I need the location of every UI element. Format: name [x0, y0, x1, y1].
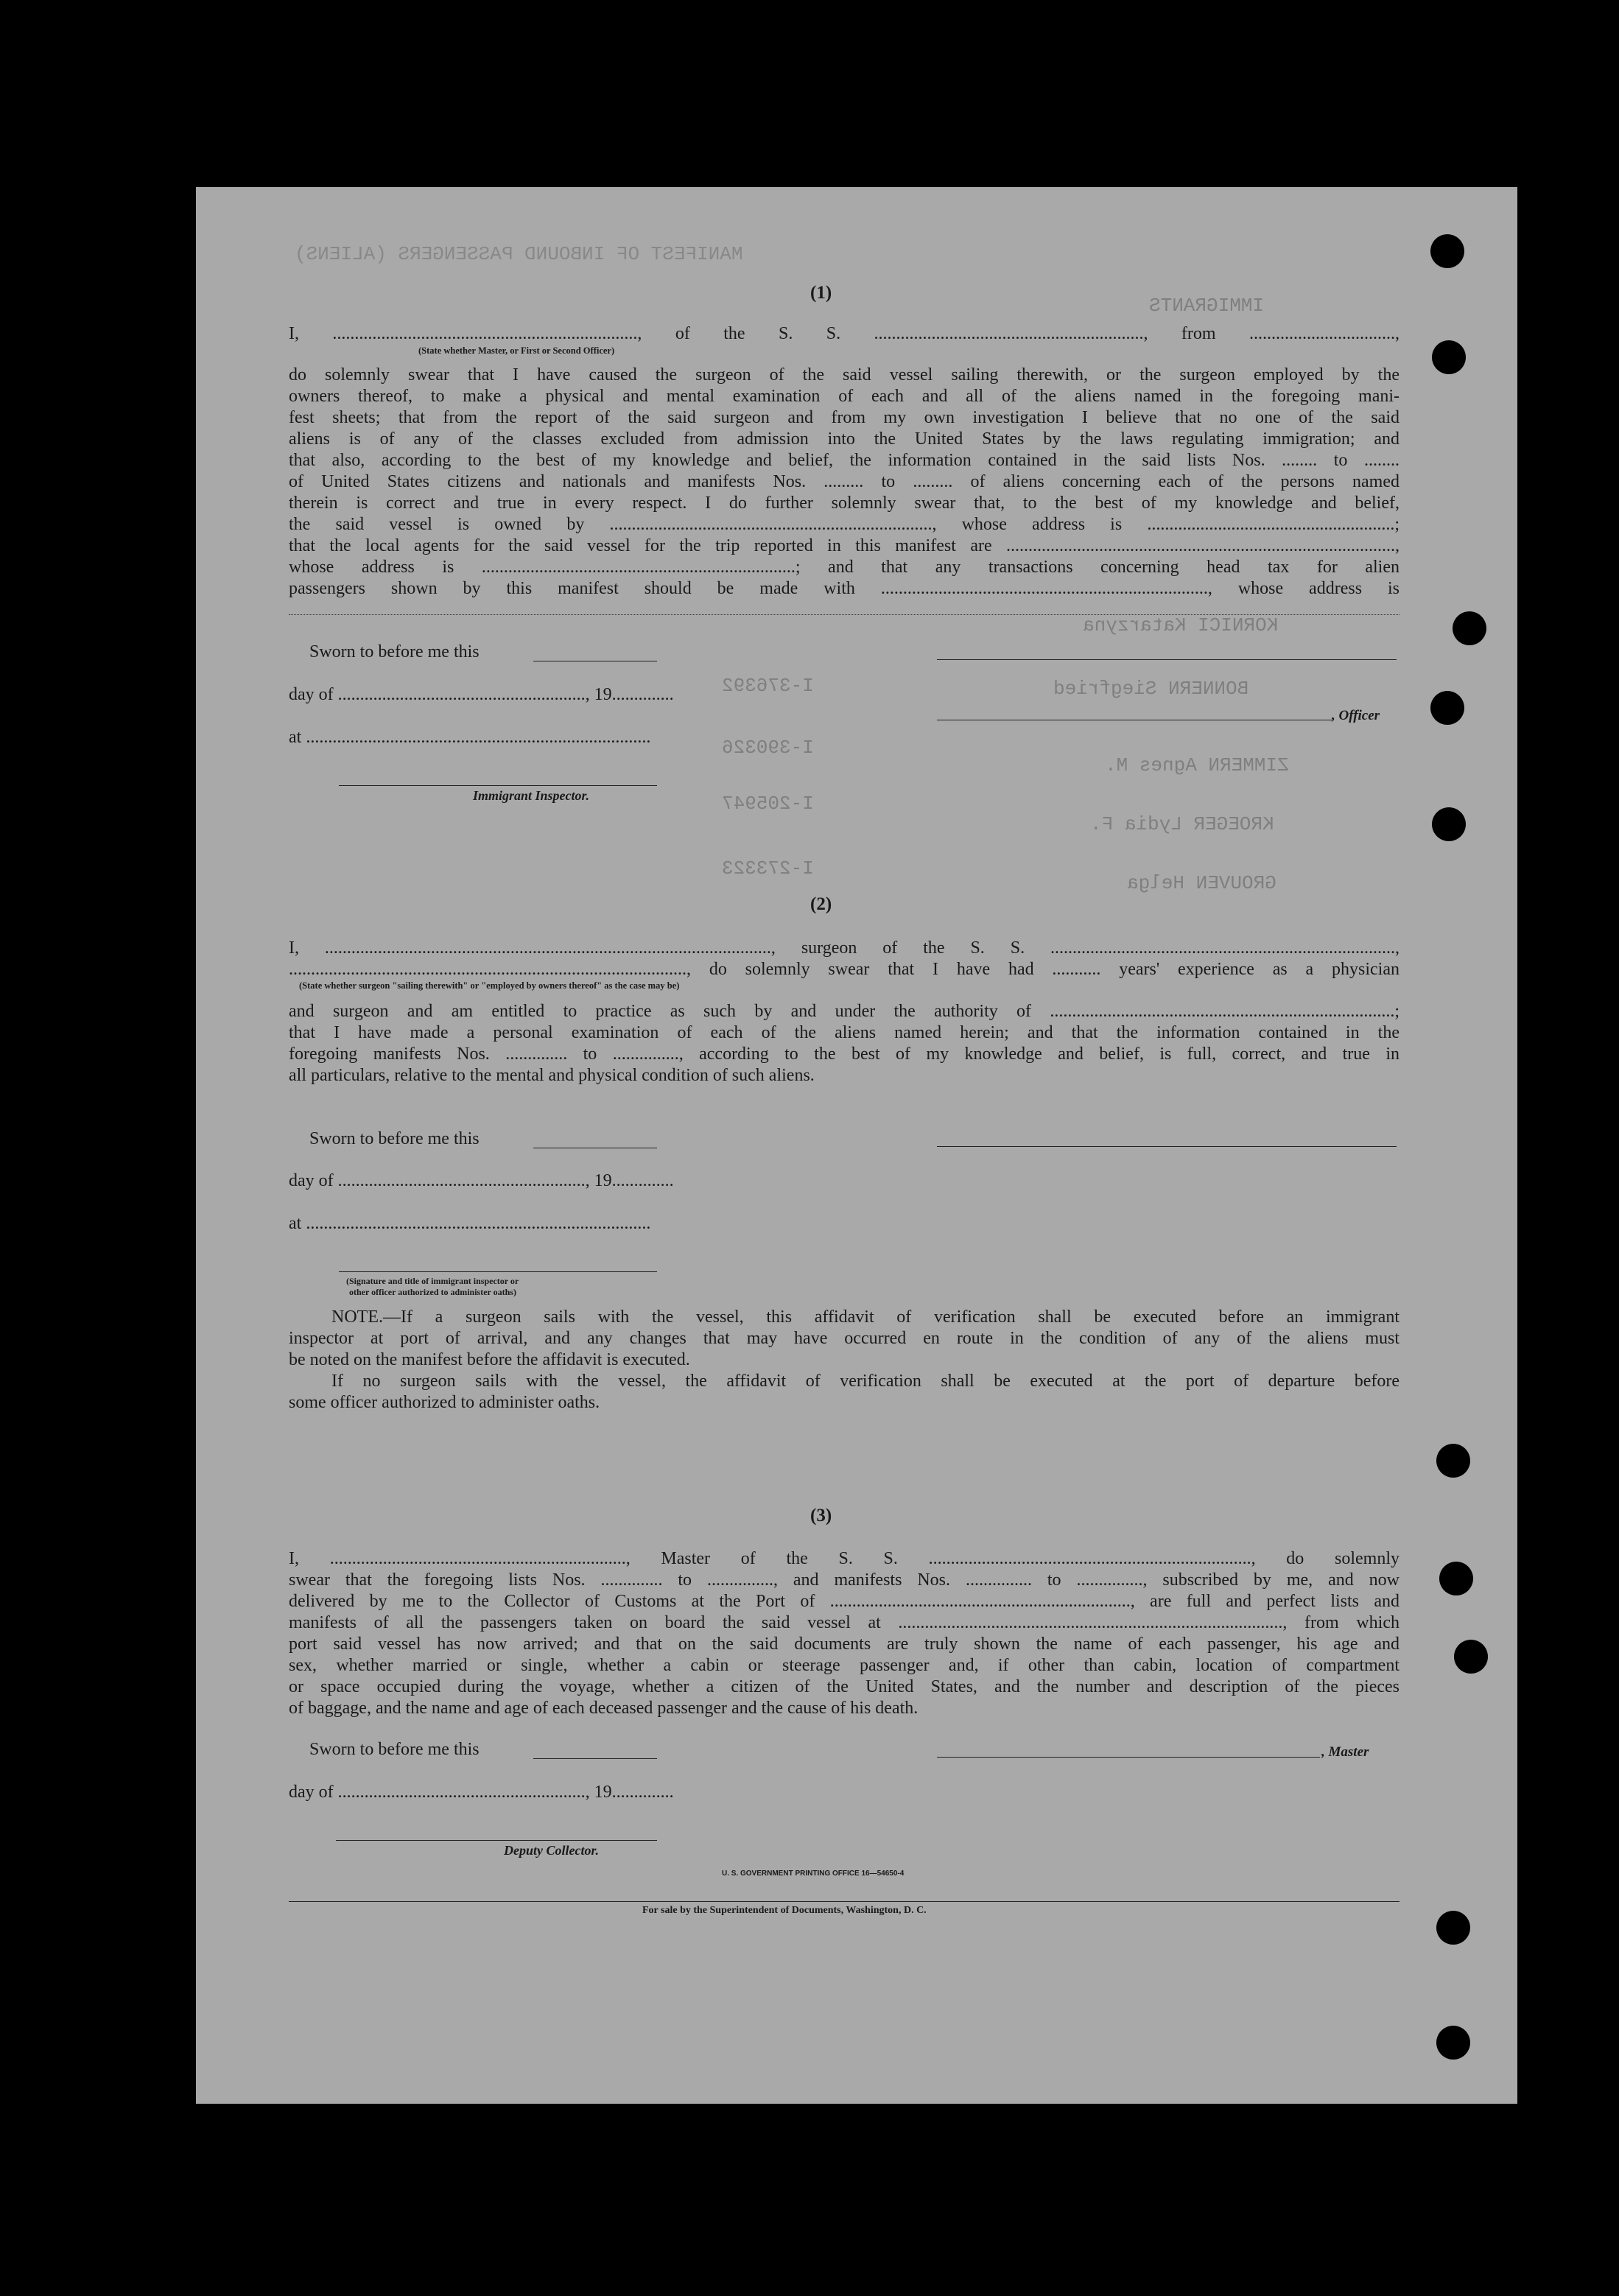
punch-hole — [1436, 2026, 1470, 2060]
oath-line: sex, whether married or single, whether a cabin or steerage passenger and, if other than cabin, location of compartment — [289, 1656, 1399, 1675]
punch-hole — [1432, 807, 1466, 841]
officer-label: , Officer — [1332, 708, 1380, 723]
punch-hole — [1453, 611, 1486, 645]
punch-hole — [1432, 340, 1466, 374]
oath-line: owners thereof, to make a physical and mental examination of each and all of the aliens named in the foregoing mani- — [289, 387, 1399, 406]
note-line: be noted on the manifest before the affidavit is executed. — [289, 1350, 690, 1369]
section-2-number: (2) — [810, 894, 832, 914]
bleed-through: IMMIGRANTS — [1149, 295, 1265, 317]
collector-signature-line — [336, 1840, 657, 1841]
signature-line — [937, 659, 1397, 660]
surgeon-status-note: (State whether surgeon "sailing therewith" or "employed by owners thereof" as the case may be) — [299, 980, 680, 991]
punch-hole — [1454, 1640, 1488, 1674]
section-1-number: (1) — [810, 283, 832, 303]
punch-hole — [1430, 691, 1464, 725]
inspector-signature-line — [339, 1271, 657, 1272]
master-signature-line — [937, 1757, 1320, 1758]
oath-line: foregoing manifests Nos. .............. to ..............., according to the best of my knowledge and belief, is full, correct, and true in — [289, 1045, 1399, 1064]
bleed-through: I-205947 — [722, 793, 814, 815]
bleed-through: BONNERN Siegfried — [1053, 678, 1249, 700]
sworn-before-label: Sworn to before me this — [309, 1129, 480, 1148]
bleed-through: I-273323 — [722, 857, 814, 880]
bleed-through: I-376392 — [722, 675, 814, 697]
inspector-signature-line — [339, 785, 657, 786]
edge-mark: ‹ — [100, 516, 108, 538]
section-1-master-line: I, ....................................................................., of the S. S. ............................................................., from ................................., — [289, 324, 1399, 343]
edge-mark: › — [1517, 541, 1525, 564]
signature-title-note: other officer authorized to administer oaths) — [349, 1287, 516, 1297]
oath-line: do solemnly swear that I have caused the surgeon of the said vessel sailing therewith, or the surgeon employed by the — [289, 365, 1399, 385]
oath-line: therein is correct and true in every respect. I do further solemnly swear that, to the best of my knowledge and belief, — [289, 494, 1399, 513]
oath-line: all particulars, relative to the mental and physical condition of such aliens. — [289, 1066, 815, 1085]
punch-hole — [1430, 234, 1464, 268]
oath-line: or space occupied during the voyage, whether a citizen of the United States, and the number and description of the pieces — [289, 1677, 1399, 1696]
oath-line: port said vessel has now arrived; and that on the said documents are truly shown the name of each passenger, his age and — [289, 1635, 1399, 1654]
for-sale-notice: For sale by the Superintendent of Documents, Washington, D. C. — [642, 1905, 927, 1916]
footer-rule — [289, 1901, 1399, 1902]
oath-line: swear that the foregoing lists Nos. .............. to ..............., and manifests Nos. ............... to ..............., subscribed by me, and now — [289, 1570, 1399, 1590]
day-of-field: day of ........................................................, 19.............. — [289, 1171, 674, 1190]
oath-line: manifests of all the passengers taken on board the said vessel at ......................................................................................., from which — [289, 1613, 1399, 1632]
oath-line: whose address is .......................................................................; and that any transactions concerning head tax for alien — [289, 558, 1399, 577]
sworn-before-label: Sworn to before me this — [309, 1740, 480, 1759]
sworn-before-label: Sworn to before me this — [309, 642, 480, 661]
at-field: at .............................................................................. — [289, 728, 651, 747]
oath-line: delivered by me to the Collector of Customs at the Port of ...................................................................., are full and perfect lists and — [289, 1592, 1399, 1611]
printing-office-imprint: U. S. GOVERNMENT PRINTING OFFICE 16—54650-4 — [722, 1870, 905, 1878]
section-3-number: (3) — [810, 1506, 832, 1526]
surgeon-signature-line — [937, 1146, 1397, 1147]
bleed-through: GROUVEN Helga — [1127, 872, 1276, 894]
oath-line: and surgeon and am entitled to practice as such by and under the authority of ..............................................................................; — [289, 1002, 1399, 1021]
oath-line: of United States citizens and nationals and manifests Nos. ......... to ......... of aliens concerning each of the persons named — [289, 472, 1399, 491]
day-of-field: day of ........................................................, 19.............. — [289, 1783, 674, 1802]
oath-line: that I have made a personal examination of each of the aliens named herein; and that the information contained in the — [289, 1023, 1399, 1042]
oath-line: of baggage, and the name and age of each deceased passenger and the cause of his death. — [289, 1699, 919, 1718]
bleed-through: MANIFEST OF INBOUND PASSENGERS (ALIENS) — [295, 243, 743, 265]
oath-line: passengers shown by this manifest should be made with .........................................................................., whose address is — [289, 579, 1399, 598]
signature-title-note: (Signature and title of immigrant inspector or — [346, 1276, 519, 1286]
section-2-experience-line: .........................................................................................., do solemnly swear that I have had ........... years' experience as a physician — [289, 960, 1399, 979]
immigrant-inspector-label: Immigrant Inspector. — [473, 788, 590, 803]
note-line: If no surgeon sails with the vessel, the affidavit of verification shall be executed at the port of departure before — [331, 1372, 1399, 1391]
master-label: , Master — [1321, 1744, 1369, 1760]
signature-line — [289, 614, 1399, 615]
bleed-through: KORNICI Katarzyna — [1083, 614, 1279, 636]
bleed-through: I-390326 — [722, 737, 814, 759]
punch-hole — [1439, 1562, 1473, 1595]
punch-hole — [1436, 1444, 1470, 1478]
note-line: inspector at port of arrival, and any changes that may have occurred en route in the condition of any of the aliens must — [289, 1329, 1399, 1348]
oath-line: I, ..................................................................., Master of the S. S. ........................................................................., do solemnly — [289, 1549, 1399, 1568]
punch-hole — [1436, 1911, 1470, 1945]
section-2-surgeon-line: I, ....................................................................................................., surgeon of the S. S. .............................................................................., — [289, 938, 1399, 958]
at-field: at .............................................................................. — [289, 1214, 651, 1233]
oath-line: that also, according to the best of my knowledge and belief, the information contained in the said lists Nos. ........ to ........ — [289, 451, 1399, 470]
oath-line: the said vessel is owned by ........................................................................., whose address is ........................................................; — [289, 515, 1399, 534]
bleed-through: ZIMMERN Agnes M. — [1105, 754, 1289, 776]
deputy-collector-label: Deputy Collector. — [504, 1843, 599, 1858]
oath-line: that the local agents for the said vessel for the trip reported in this manifest are ........................................................................................, — [289, 536, 1399, 555]
oath-line: fest sheets; that from the report of the said surgeon and from my own investigation I believe that no one of the said — [289, 408, 1399, 427]
note-line: some officer authorized to administer oaths. — [289, 1393, 600, 1412]
oath-line: aliens is of any of the classes excluded from admission into the United States by the laws regulating immigration; and — [289, 429, 1399, 449]
officer-rank-note: (State whether Master, or First or Second Officer) — [418, 345, 615, 356]
signature-line — [533, 1758, 657, 1759]
day-of-field: day of ........................................................, 19.............. — [289, 685, 674, 704]
bleed-through: KROEGER Lydia F. — [1090, 813, 1274, 835]
note-line: NOTE.—If a surgeon sails with the vessel, this affidavit of verification shall be executed before an immigrant — [331, 1307, 1399, 1327]
